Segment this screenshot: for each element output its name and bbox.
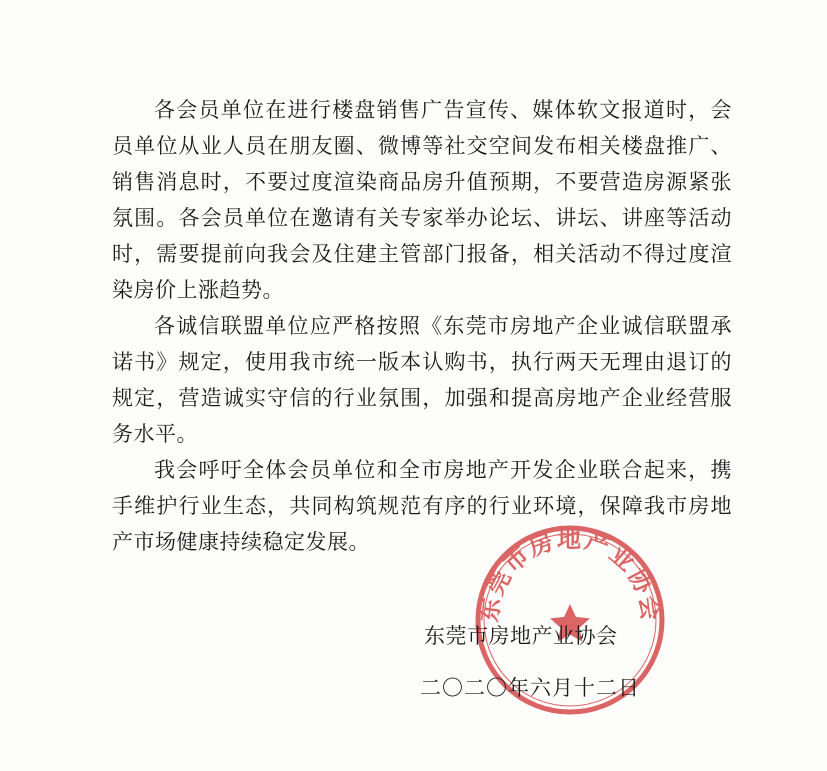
paragraph-3: 我会呼吁全体会员单位和全市房地产开发企业联合起来，携手维护行业生态，共同构筑规范有序的行业环境，保障我市房地产市场健康持续稳定发展。 <box>112 458 732 554</box>
paragraph-1: 各会员单位在进行楼盘销售广告宣传、媒体软文报道时，会员单位从业人员在朋友圈、微博等社交空间发布相关楼盘推广、销售消息时，不要过度渲染商品房升值预期，不要营造房源紧张氛围。各会员单位在邀请有关专家举办论坛、讲坛、讲座等活动时，需要提前向我会及住建主管部门报备，相关活动不得过度渲染房价上涨趋势。 <box>112 98 732 302</box>
seal-text: 东莞市房地产业协会 <box>474 524 666 624</box>
signature-date: 二〇二〇年六月十二日 <box>420 676 640 700</box>
document-body <box>112 92 732 560</box>
paragraph-2: 各诚信联盟单位应严格按照《东莞市房地产企业诚信联盟承诺书》规定，使用我市统一版本认购书，执行两天无理由退订的规定，营造诚实守信的行业氛围，加强和提高房地产企业经营服务水平。 <box>112 314 732 446</box>
signature-organization: 东莞市房地产业协会 <box>424 624 618 648</box>
